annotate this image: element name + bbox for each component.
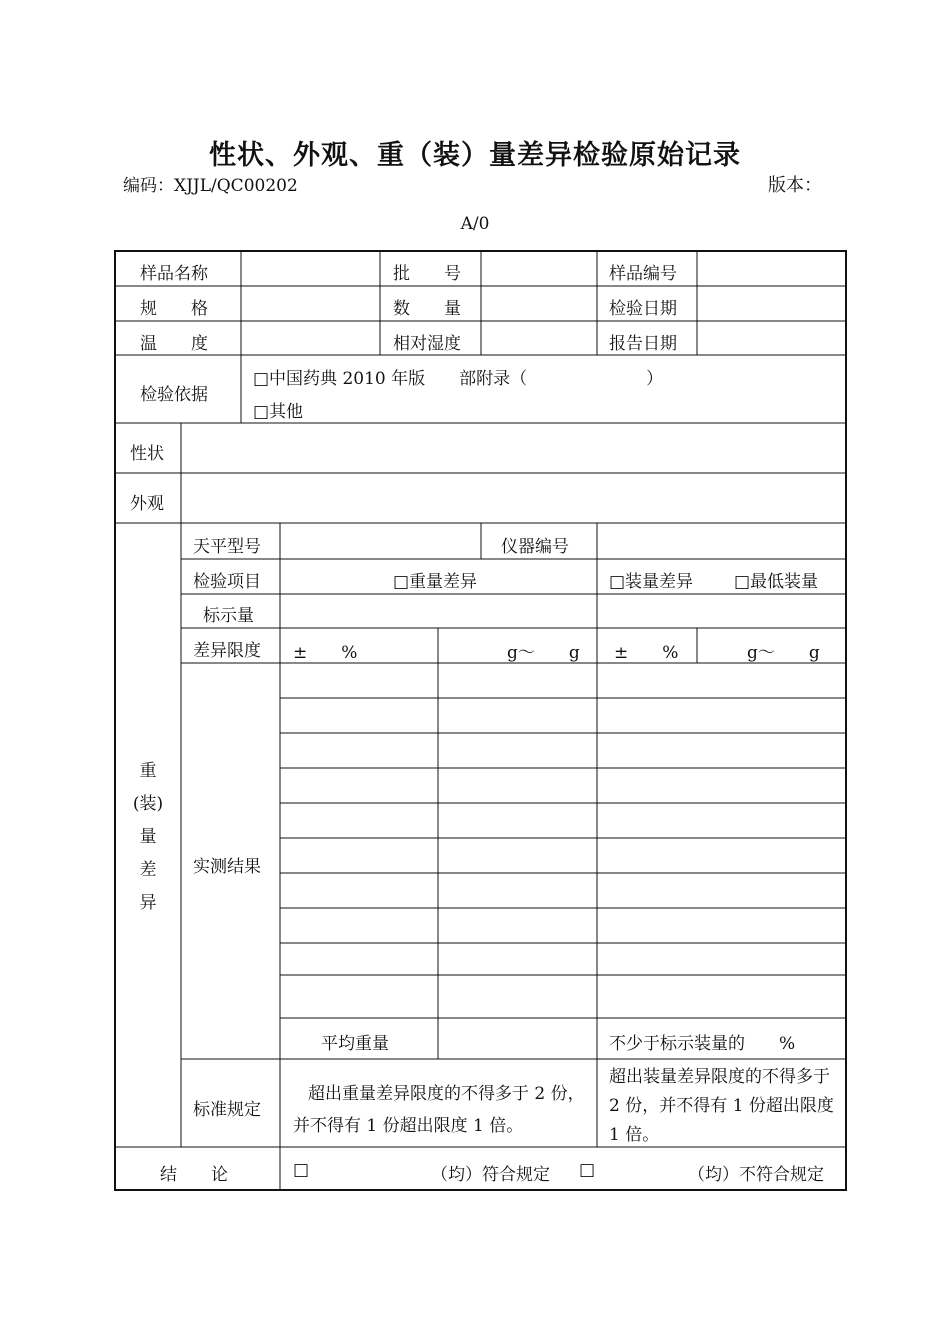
appearance-label: 外观 xyxy=(130,494,164,514)
batch-no-label: 批 号 xyxy=(393,264,461,284)
conclusion-label: 结 论 xyxy=(160,1165,228,1185)
standard-fill-text: 超出装量差异限度的不得多于 2 份，并不得有 1 份超出限度 1 倍。 xyxy=(609,1067,834,1145)
test-item-label: 检验项目 xyxy=(193,572,261,592)
standard-label: 标准规定 xyxy=(193,1100,261,1120)
limit-percent-fill: ± % xyxy=(614,643,679,663)
limit-percent-weight: ± % xyxy=(293,643,358,663)
document-code: 编码：XJJL/QC00202 xyxy=(123,176,298,196)
version-number: A/0 xyxy=(460,214,490,234)
side-char: 重 xyxy=(139,761,157,781)
sample-id-label: 样品编号 xyxy=(609,264,677,284)
version-label: 版本： xyxy=(768,175,822,196)
side-char: 量 xyxy=(139,827,157,847)
limit-grams-fill: g～ g xyxy=(747,643,820,663)
spec-label: 规 格 xyxy=(140,299,208,319)
measured-results-label: 实测结果 xyxy=(193,857,261,877)
side-char: 差 xyxy=(139,860,157,880)
side-char: (装) xyxy=(132,794,164,814)
instrument-no-label: 仪器编号 xyxy=(501,537,569,557)
average-weight-label: 平均重量 xyxy=(321,1034,389,1054)
balance-model-label: 天平型号 xyxy=(193,537,261,557)
limit-grams-weight: g～ g xyxy=(507,643,580,663)
sample-name-label: 样品名称 xyxy=(140,264,208,284)
minimum-fill-percent: 不少于标示装量的 % xyxy=(609,1034,796,1054)
temperature-label: 温 度 xyxy=(140,334,208,354)
basis-label: 检验依据 xyxy=(140,385,208,405)
humidity-label: 相对湿度 xyxy=(393,334,461,354)
basis-option-pharmacopoeia: □中国药典 2010 年版 部附录（ ） xyxy=(253,369,664,389)
item-weight-variation: □重量差异 xyxy=(393,572,478,592)
item-minimum-fill: □最低装量 xyxy=(734,572,819,592)
comply-checkbox[interactable]: □ xyxy=(293,1160,310,1180)
quantity-label: 数 量 xyxy=(393,299,461,319)
side-char: 异 xyxy=(139,893,157,913)
document-title: 性状、外观、重（装）量差异检验原始记录 xyxy=(209,140,741,171)
comply-text: （均）符合规定 xyxy=(431,1165,550,1185)
not-comply-text: （均）不符合规定 xyxy=(688,1165,824,1185)
weight-variation-side-label xyxy=(130,755,166,920)
label-amount-label: 标示量 xyxy=(203,606,254,626)
character-label: 性状 xyxy=(130,444,164,464)
limit-label: 差异限度 xyxy=(193,641,261,661)
item-fill-variation: □装量差异 xyxy=(609,572,694,592)
test-date-label: 检验日期 xyxy=(609,299,677,319)
standard-weight-text: 超出重量差异限度的不得多于 2 份，并不得有 1 份超出限度 1 倍。 xyxy=(293,1084,585,1136)
not-comply-checkbox[interactable]: □ xyxy=(579,1160,596,1180)
basis-option-other: □其他 xyxy=(253,402,304,422)
report-date-label: 报告日期 xyxy=(609,334,677,354)
